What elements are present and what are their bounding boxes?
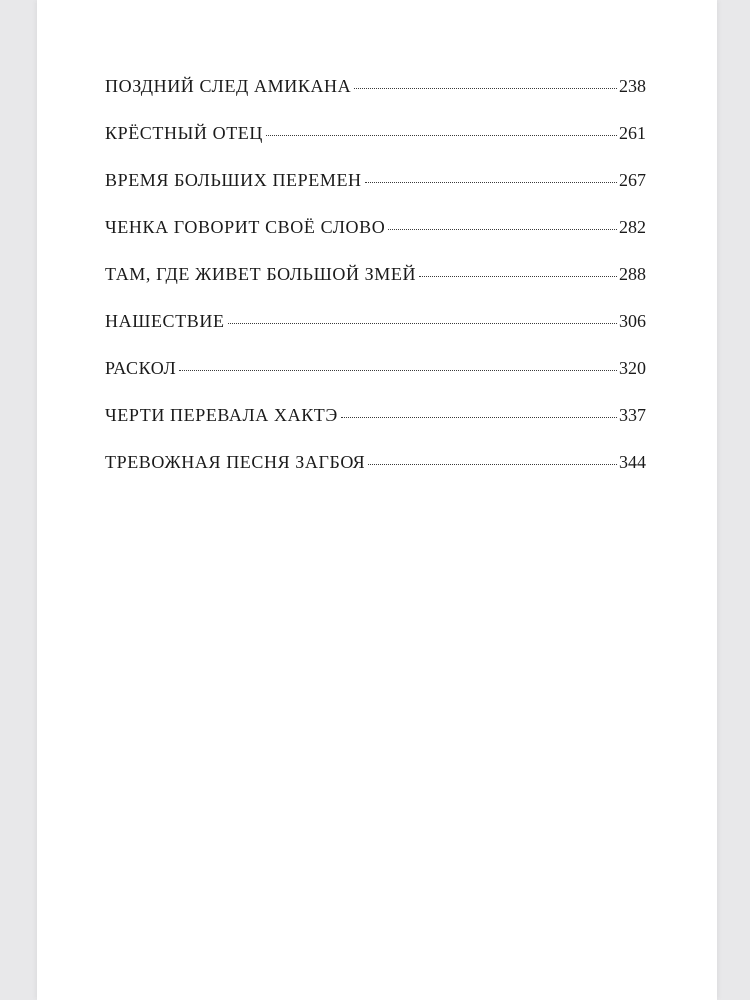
toc-dot-leader bbox=[365, 181, 617, 183]
toc-entry-page: 282 bbox=[619, 217, 646, 237]
toc-dot-leader bbox=[179, 369, 617, 371]
toc-entry bbox=[105, 452, 646, 499]
toc-entry-title: ЧЕРТИ ПЕРЕВАЛА ХАКТЭ bbox=[105, 405, 338, 425]
toc-dot-leader bbox=[266, 134, 617, 136]
toc-entry-page: 320 bbox=[619, 358, 646, 378]
toc-entry bbox=[105, 358, 646, 405]
toc-entry-page: 337 bbox=[619, 405, 646, 425]
toc-entry-page: 238 bbox=[619, 76, 646, 96]
book-page bbox=[37, 0, 717, 1000]
toc-entry-page: 267 bbox=[619, 170, 646, 190]
toc-entry-title: НАШЕСТВИЕ bbox=[105, 311, 225, 331]
toc-entry-title: КРЁСТНЫЙ ОТЕЦ bbox=[105, 123, 263, 143]
toc-entry-page: 261 bbox=[619, 123, 646, 143]
toc-entry-title: ВРЕМЯ БОЛЬШИХ ПЕРЕМЕН bbox=[105, 170, 362, 190]
toc-entry bbox=[105, 217, 646, 264]
toc-entry bbox=[105, 264, 646, 311]
toc-dot-leader bbox=[354, 87, 617, 89]
toc-dot-leader bbox=[388, 228, 617, 230]
toc-entry-page: 288 bbox=[619, 264, 646, 284]
toc-dot-leader bbox=[368, 463, 617, 465]
toc-entry-page: 306 bbox=[619, 311, 646, 331]
toc-entry-title: ПОЗДНИЙ СЛЕД АМИКАНА bbox=[105, 76, 352, 96]
toc-dot-leader bbox=[341, 416, 617, 418]
toc-entry bbox=[105, 76, 646, 123]
toc-dot-leader bbox=[228, 322, 617, 324]
toc-entry-title: РАСКОЛ bbox=[105, 358, 177, 378]
toc-entry bbox=[105, 123, 646, 170]
toc-entry-page: 344 bbox=[619, 452, 646, 472]
toc-entry-title: ТАМ, ГДЕ ЖИВЕТ БОЛЬШОЙ ЗМЕЙ bbox=[105, 264, 417, 284]
toc-entry-title: ЧЕНКА ГОВОРИТ СВОЁ СЛОВО bbox=[105, 217, 386, 237]
toc-dot-leader bbox=[419, 275, 617, 277]
toc-entry bbox=[105, 170, 646, 217]
toc-entry bbox=[105, 311, 646, 358]
table-of-contents bbox=[105, 76, 646, 499]
toc-entry bbox=[105, 405, 646, 452]
toc-entry-title: ТРЕВОЖНАЯ ПЕСНЯ ЗАГБОЯ bbox=[105, 452, 366, 472]
